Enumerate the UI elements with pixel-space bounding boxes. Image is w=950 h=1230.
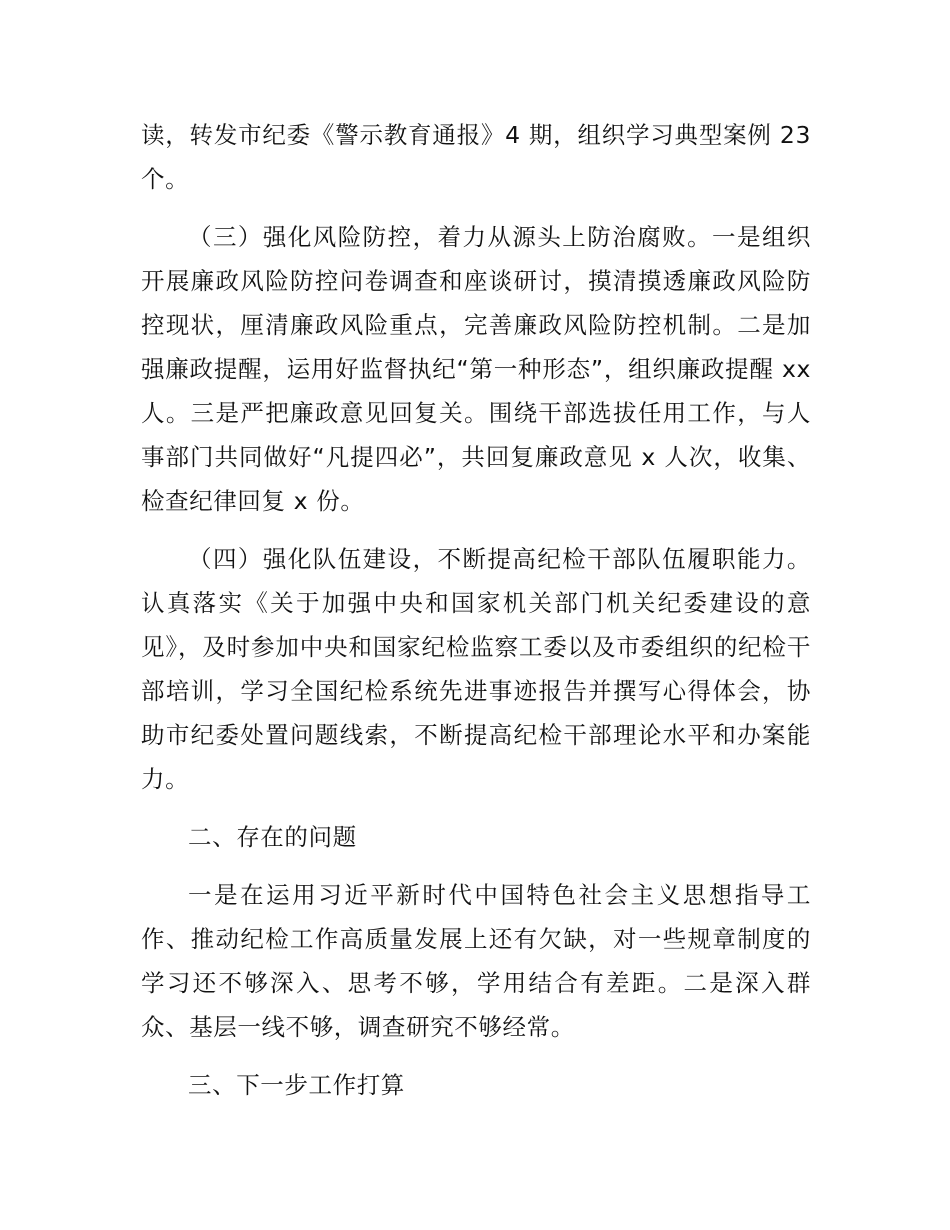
section-heading-next-steps: 三、下一步工作打算 xyxy=(188,1071,405,1099)
paragraph-problems: 一是在运用习近平新时代中国特色社会主义思想指导工作、推动纪检工作高质量发展上还有欠缺，对一些规章制度的学习还不够深入、思考不够，学用结合有差距。二是深入群众、基层一线不够，调查研究不够经常。 xyxy=(141,881,811,1041)
section-heading-problems: 二、存在的问题 xyxy=(188,823,357,851)
paragraph-risk-control: （三）强化风险防控，着力从源头上防治腐败。一是组织开展廉政风险防控问卷调查和座谈研讨，摸清摸透廉政风险防控现状，厘清廉政风险重点，完善廉政风险防控机制。二是加强廉政提醒，运用好监督执纪“第一种形态”，组织廉政提醒 xx 人。三是严把廉政意见回复关。围绕干部选拔任用工作，与人事部门共同做好“凡提四必”，共回复廉政意见 x 人次，收集、检查纪律回复 x 份。 xyxy=(141,223,811,515)
paragraph-continuation: 读，转发市纪委《警示教育通报》4 期，组织学习典型案例 23 个。 xyxy=(141,121,811,193)
document-body xyxy=(141,113,811,1121)
paragraph-team-building: （四）强化队伍建设，不断提高纪检干部队伍履职能力。认真落实《关于加强中央和国家机关部门机关纪委建设的意见》，及时参加中央和国家纪检监察工委以及市委组织的纪检干部培训，学习全国纪检系统先进事迹报告并撰写心得体会，协助市纪委处置问题线索，不断提高纪检干部理论水平和办案能力。 xyxy=(141,545,811,793)
